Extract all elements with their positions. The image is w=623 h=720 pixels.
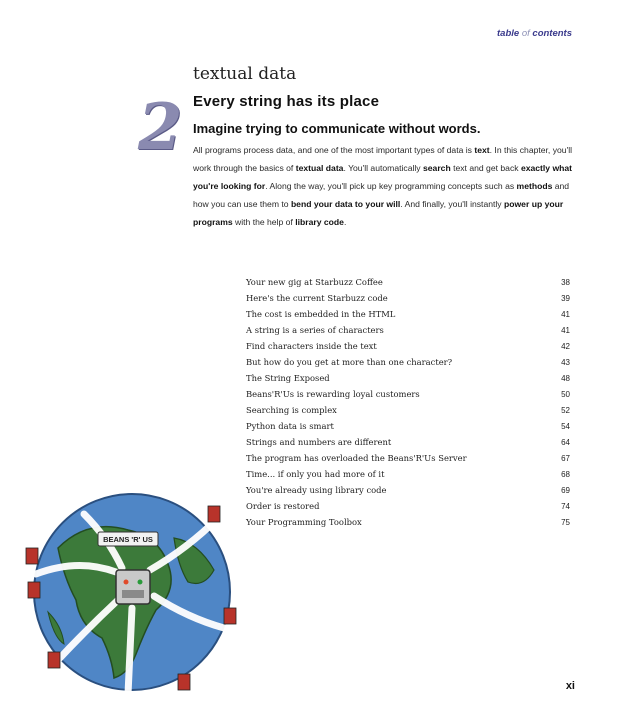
running-head-part1: table — [497, 28, 520, 39]
intro-text: . Along the way, you'll pick up key programming concepts such as — [265, 181, 517, 191]
intro-emphasis: search — [422, 163, 451, 173]
toc-entry-page: 67 — [561, 454, 570, 463]
toc-entry-title: The String Exposed — [246, 373, 330, 383]
toc-entry[interactable] — [246, 501, 570, 517]
intro-emphasis: bend your data to your will — [290, 199, 401, 209]
intro-text: . In this chapter, you'll work through the basics of — [193, 145, 573, 173]
intro-text: All programs process data, and one of the most important types of data is — [193, 145, 475, 155]
chapter-kicker: textual data — [193, 64, 297, 84]
intro-text: . — [343, 217, 347, 227]
toc-entry[interactable] — [246, 373, 570, 389]
globe-drawing — [18, 478, 246, 702]
toc-entry-page: 43 — [561, 358, 570, 367]
intro-paragraph — [193, 141, 575, 231]
toc-entry-title: Strings and numbers are different — [246, 437, 392, 447]
store-sign-label: BEANS 'R' US — [103, 535, 153, 544]
toc-entry[interactable] — [246, 277, 570, 293]
server-light — [138, 580, 143, 585]
toc-entry-page: 48 — [561, 374, 570, 383]
toc-entry[interactable] — [246, 421, 570, 437]
toc-entry-title: Searching is complex — [246, 405, 337, 415]
toc-entry-page: 64 — [561, 438, 570, 447]
toc-entry-title: Your new gig at Starbuzz Coffee — [246, 277, 383, 287]
toc-entry-page: 75 — [561, 518, 570, 527]
toc-entry-title: Here's the current Starbuzz code — [246, 293, 388, 303]
toc-entry[interactable] — [246, 389, 570, 405]
toc-entry-page: 50 — [561, 390, 570, 399]
running-head-part2: of — [521, 28, 530, 39]
toc-entry[interactable] — [246, 517, 570, 533]
intro-emphasis: power up your programs — [193, 199, 564, 227]
chapter-title: Every string has its place — [193, 93, 380, 110]
toc-list — [246, 277, 570, 533]
toc-entry-title: A string is a series of characters — [246, 325, 384, 335]
intro-emphasis: textual data — [295, 163, 344, 173]
intro-emphasis: library code — [295, 217, 344, 227]
toc-entry-page: 54 — [561, 422, 570, 431]
toc-entry-page: 38 — [561, 278, 570, 287]
toc-entry[interactable] — [246, 341, 570, 357]
toc-entry-title: Find characters inside the text — [246, 341, 377, 351]
toc-entry-page: 42 — [561, 342, 570, 351]
running-head — [470, 28, 572, 39]
toc-entry-title: Python data is smart — [246, 421, 334, 431]
server-panel — [122, 590, 144, 598]
intro-heading: Imagine trying to communicate without words. — [193, 121, 481, 136]
toc-entry-page: 52 — [561, 406, 570, 415]
toc-entry-page: 39 — [561, 294, 570, 303]
toc-entry-title: Time... if only you had more of it — [246, 469, 385, 479]
intro-text: with the help of — [232, 217, 296, 227]
toc-entry[interactable] — [246, 453, 570, 469]
toc-entry-title: Beans'R'Us is rewarding loyal customers — [246, 389, 420, 399]
toc-entry-title: You're already using library code — [246, 485, 387, 495]
chapter-number: 2 — [138, 90, 183, 165]
server-box — [116, 570, 150, 604]
toc-entry-page: 41 — [561, 326, 570, 335]
page-number: xi — [565, 680, 575, 692]
intro-text: and how you can use them to — [193, 181, 570, 209]
toc-entry[interactable] — [246, 357, 570, 373]
intro-emphasis: text — [474, 145, 490, 155]
toc-entry-title: Order is restored — [246, 501, 320, 511]
toc-entry-title: Your Programming Toolbox — [246, 517, 362, 527]
toc-entry-title: The program has overloaded the Beans'R'Us Server — [246, 453, 467, 463]
toc-entry[interactable] — [246, 469, 570, 485]
toc-entry-title: The cost is embedded in the HTML — [246, 309, 396, 319]
intro-text: text and get back — [450, 163, 521, 173]
toc-entry-page: 68 — [561, 470, 570, 479]
toc-entry-page: 41 — [561, 310, 570, 319]
server-light — [124, 580, 129, 585]
intro-text: . And finally, you'll instantly — [400, 199, 504, 209]
running-head-part3: contents — [532, 28, 572, 39]
globe-illustration — [18, 478, 246, 702]
toc-entry-page: 74 — [561, 502, 570, 511]
toc-entry[interactable] — [246, 325, 570, 341]
toc-entry[interactable] — [246, 437, 570, 453]
intro-emphasis: exactly what you're looking for — [193, 163, 573, 191]
intro-text: . You'll automatically — [343, 163, 423, 173]
toc-entry[interactable] — [246, 309, 570, 325]
intro-emphasis: methods — [516, 181, 553, 191]
toc-entry-page: 69 — [561, 486, 570, 495]
toc-entry[interactable] — [246, 485, 570, 501]
toc-entry[interactable] — [246, 405, 570, 421]
toc-entry[interactable] — [246, 293, 570, 309]
toc-entry-title: But how do you get at more than one character? — [246, 357, 453, 367]
